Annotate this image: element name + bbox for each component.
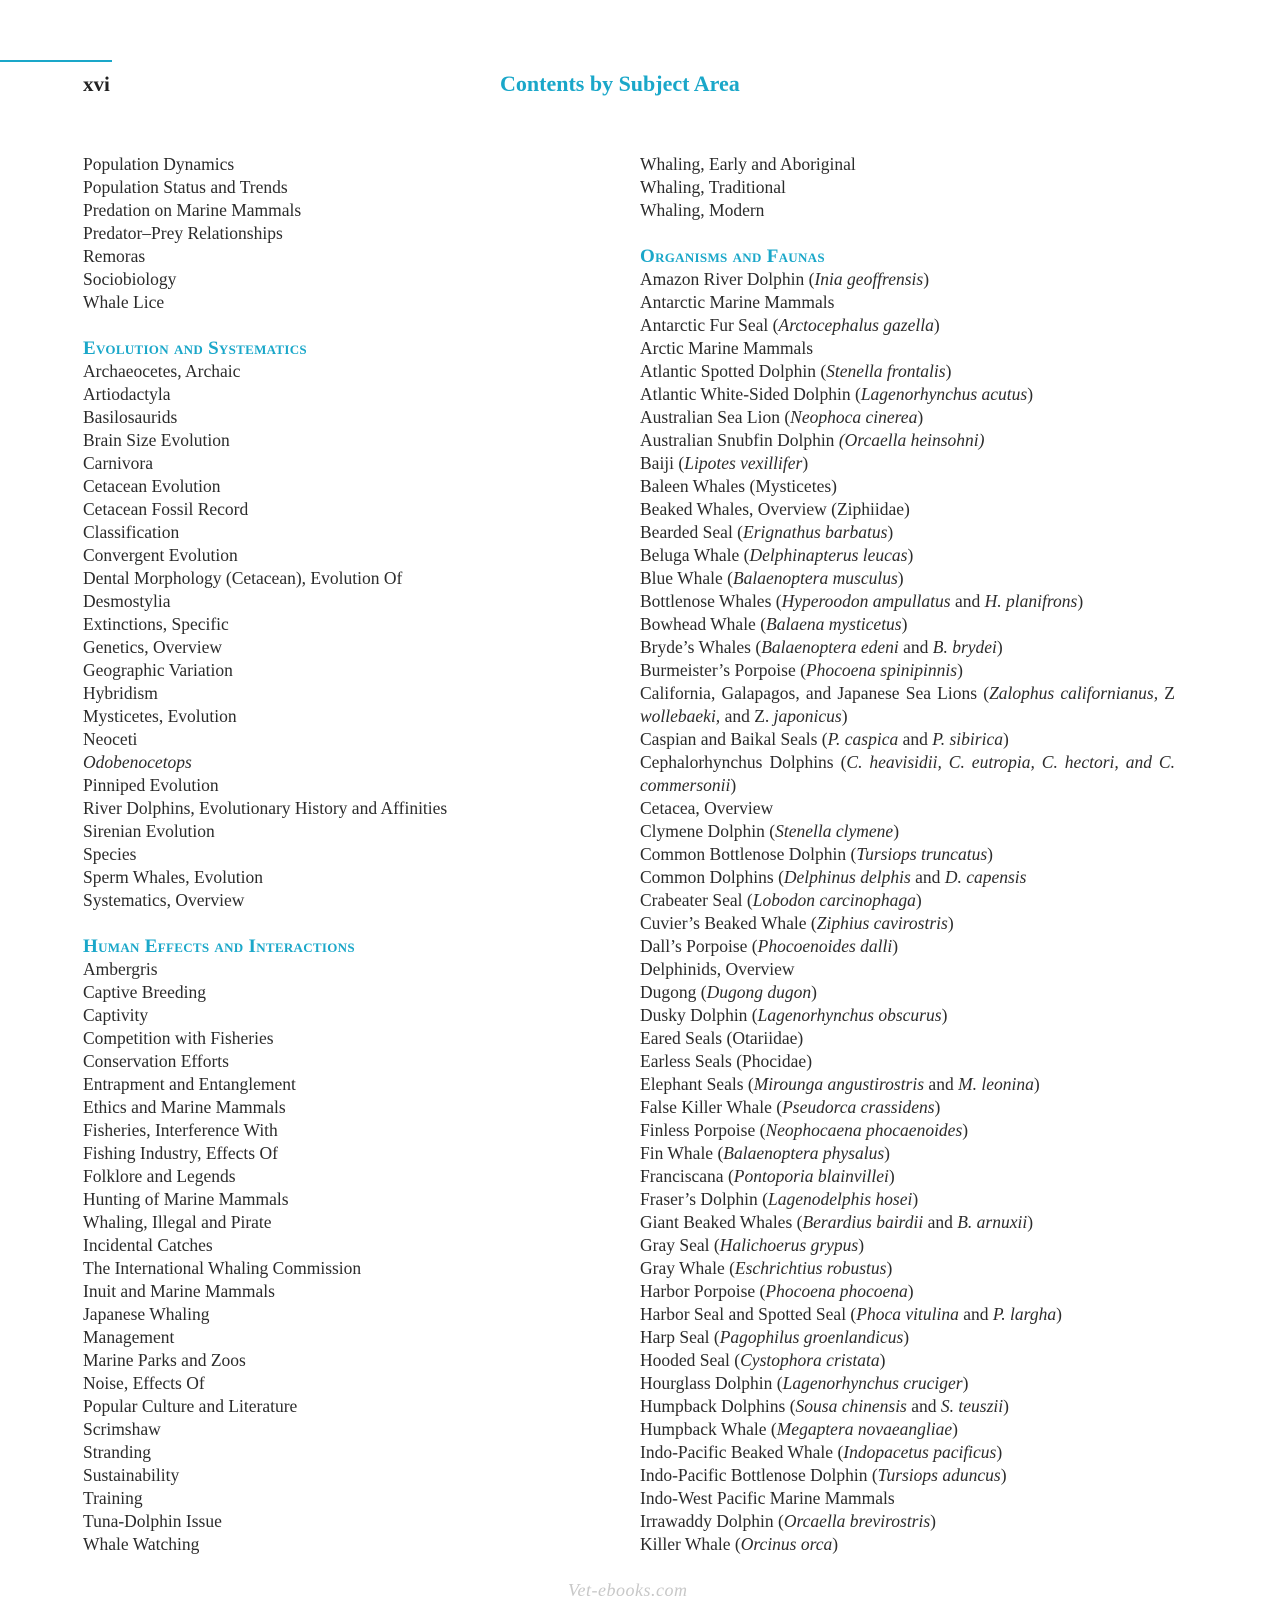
- species-name: M. leonina: [958, 1074, 1034, 1094]
- common-name: Eared Seals (Otariidae): [640, 1028, 804, 1048]
- common-name: Caspian and Baikal Seals (: [640, 729, 828, 749]
- section-heading-organisms: Organisms and Faunas: [640, 246, 825, 267]
- common-name: Fin Whale (: [640, 1143, 724, 1163]
- list-item: Scrimshaw: [83, 1419, 161, 1439]
- common-name: and: [898, 637, 933, 657]
- species-name: Orcinus orca: [740, 1534, 833, 1554]
- common-name: and: [924, 1074, 959, 1094]
- list-item: [640, 1096, 1175, 1119]
- list-item: Mysticetes, Evolution: [83, 706, 237, 726]
- common-name: Indo-Pacific Bottlenose Dolphin (: [640, 1465, 878, 1485]
- common-name: and: [958, 1304, 993, 1324]
- list-item: [640, 659, 1175, 682]
- list-item: [640, 291, 1175, 314]
- common-name: Harbor Porpoise (: [640, 1281, 766, 1301]
- common-name: ): [945, 361, 952, 381]
- list-item: Hunting of Marine Mammals: [83, 1189, 289, 1209]
- common-name: ): [858, 1235, 865, 1255]
- common-name: and: [910, 867, 945, 887]
- species-name: Megaptera novaeangliae: [776, 1419, 953, 1439]
- common-name: Killer Whale (: [640, 1534, 741, 1554]
- list-item: [640, 406, 1175, 429]
- species-name: Lagenorhynchus acutus: [860, 384, 1028, 404]
- list-item: [640, 797, 1175, 820]
- common-name: and: [906, 1396, 941, 1416]
- list-item: [640, 1280, 1175, 1303]
- list-item: Ethics and Marine Mammals: [83, 1097, 286, 1117]
- list-item: [640, 935, 1175, 958]
- common-name: ): [1056, 1304, 1062, 1324]
- species-name: Zalophus californianus,: [989, 683, 1159, 703]
- species-name: Arctocephalus gazella: [778, 315, 934, 335]
- common-name: ): [915, 890, 922, 910]
- common-name: Antarctic Fur Seal (: [640, 315, 779, 335]
- common-name: ): [952, 1419, 958, 1439]
- list-item: [640, 475, 1175, 498]
- common-name: ): [934, 1097, 941, 1117]
- list-item: [640, 1073, 1175, 1096]
- list-item: [640, 1487, 1175, 1510]
- common-name: and: [898, 729, 933, 749]
- species-name: Hyperoodon ampullatus: [781, 591, 951, 611]
- list-item: Geographic Variation: [83, 660, 233, 680]
- list-item: Whaling, Modern: [640, 200, 765, 220]
- list-item: Sperm Whales, Evolution: [83, 867, 263, 887]
- species-name: Tursiops truncatus: [856, 844, 988, 864]
- list-item: Extinctions, Specific: [83, 614, 229, 634]
- species-name: S. teuszii: [940, 1396, 1004, 1416]
- common-name: Earless Seals (Phocidae): [640, 1051, 813, 1071]
- list-item: Stranding: [83, 1442, 152, 1462]
- list-item: Population Dynamics: [83, 154, 235, 174]
- list-item: Systematics, Overview: [83, 890, 245, 910]
- list-item: Inuit and Marine Mammals: [83, 1281, 275, 1301]
- list-item: Captivity: [83, 1005, 149, 1025]
- list-item: Desmostylia: [83, 591, 171, 611]
- list-item: Sociobiology: [83, 269, 177, 289]
- common-name: ): [886, 1258, 893, 1278]
- common-name: Z: [1158, 683, 1175, 703]
- common-name: ): [1033, 1074, 1040, 1094]
- species-name: Orcaella brevirostris: [783, 1511, 931, 1531]
- species-name: Lagenorhynchus obscurus: [757, 1005, 942, 1025]
- common-name: Franciscana (: [640, 1166, 734, 1186]
- list-item: [640, 1004, 1175, 1027]
- section-heading-human: Human Effects and Interactions: [83, 936, 355, 957]
- species-name: Delphinapterus leucas: [749, 545, 908, 565]
- common-name: Delphinids, Overview: [640, 959, 795, 979]
- species-name: Neophocaena phocaenoides: [765, 1120, 963, 1140]
- organisms-list: [640, 268, 1175, 1556]
- list-item: [640, 590, 1175, 613]
- species-name: Balaenoptera musculus: [732, 568, 898, 588]
- list-item: The International Whaling Commission: [83, 1258, 362, 1278]
- common-name: Hourglass Dolphin (: [640, 1373, 783, 1393]
- list-item: Artiodactyla: [83, 384, 171, 404]
- common-name: and: [923, 1212, 958, 1232]
- species-name: Neophoca cinerea: [790, 407, 918, 427]
- list-item: Basilosaurids: [83, 407, 178, 427]
- list-item: Whaling, Traditional: [640, 177, 786, 197]
- list-item: Odobenocetops: [83, 752, 192, 772]
- list-item: [640, 544, 1175, 567]
- common-name: Atlantic Spotted Dolphin (: [640, 361, 827, 381]
- common-name: ): [832, 1534, 839, 1554]
- common-name: Indo-West Pacific Marine Mammals: [640, 1488, 895, 1508]
- common-name: ): [907, 545, 914, 565]
- common-name: Australian Snubfin Dolphin: [640, 430, 839, 450]
- common-name: Crabeater Seal (: [640, 890, 753, 910]
- list-item: [640, 314, 1175, 337]
- list-item: [640, 1395, 1175, 1418]
- list-item: [640, 498, 1175, 521]
- common-name: Bearded Seal (: [640, 522, 744, 542]
- common-name: ): [802, 453, 809, 473]
- common-name: California, Galapagos, and Japanese Sea Lions (: [640, 683, 990, 703]
- common-name: Dall’s Porpoise (: [640, 936, 758, 956]
- common-name: ): [947, 913, 954, 933]
- common-name: Antarctic Marine Mammals: [640, 292, 835, 312]
- human-effects-list: [83, 958, 553, 1556]
- species-name: Balaena mysticetus: [766, 614, 902, 634]
- common-name: False Killer Whale (: [640, 1097, 783, 1117]
- list-item: [640, 682, 1175, 728]
- list-item: [640, 1027, 1175, 1050]
- list-item: [640, 1464, 1175, 1487]
- list-item: [640, 1372, 1175, 1395]
- list-item: [640, 1349, 1175, 1372]
- list-item: [640, 1142, 1175, 1165]
- list-item: [640, 751, 1175, 797]
- list-item: Whale Watching: [83, 1534, 200, 1554]
- species-name: Erignathus barbatus: [743, 522, 888, 542]
- species-name: Eschrichtius robustus: [734, 1258, 887, 1278]
- species-name: Balaenoptera physalus: [723, 1143, 885, 1163]
- species-name: japonicus: [773, 706, 842, 726]
- species-name: Indopacetus pacificus: [843, 1442, 997, 1462]
- list-item: [640, 429, 1175, 452]
- list-item: [640, 1303, 1175, 1326]
- common-name: Australian Sea Lion (: [640, 407, 791, 427]
- common-name: Indo-Pacific Beaked Whale (: [640, 1442, 844, 1462]
- species-name: P. largha: [992, 1304, 1057, 1324]
- common-name: ): [893, 821, 900, 841]
- species-name: Lagenorhynchus cruciger: [782, 1373, 963, 1393]
- list-item: Conservation Efforts: [83, 1051, 229, 1071]
- common-name: ): [1000, 1465, 1007, 1485]
- list-item: Training: [83, 1488, 143, 1508]
- list-item: [640, 912, 1175, 935]
- left-continued-list: [83, 153, 553, 314]
- list-item: Competition with Fisheries: [83, 1028, 274, 1048]
- common-name: Giant Beaked Whales (: [640, 1212, 803, 1232]
- common-name: Bottlenose Whales (: [640, 591, 782, 611]
- species-name: Inia geoffrensis: [814, 269, 924, 289]
- list-item: Whaling, Early and Aboriginal: [640, 154, 856, 174]
- list-item: Cetacean Evolution: [83, 476, 221, 496]
- species-name: D. capensis: [944, 867, 1027, 887]
- list-item: Popular Culture and Literature: [83, 1396, 298, 1416]
- list-item: Whale Lice: [83, 292, 165, 312]
- list-item: Sirenian Evolution: [83, 821, 215, 841]
- list-item: Hybridism: [83, 683, 158, 703]
- common-name: Elephant Seals (: [640, 1074, 754, 1094]
- common-name: Atlantic White-Sided Dolphin (: [640, 384, 861, 404]
- common-name: Bryde’s Whales (: [640, 637, 762, 657]
- common-name: Amazon River Dolphin (: [640, 269, 815, 289]
- common-name: ): [1003, 1396, 1009, 1416]
- list-item: [640, 1188, 1175, 1211]
- species-name: Sousa chinensis: [795, 1396, 907, 1416]
- list-item: [640, 1326, 1175, 1349]
- list-item: [640, 820, 1175, 843]
- common-name: ): [730, 775, 737, 795]
- common-name: and Z.: [720, 706, 774, 726]
- section-heading-evolution: Evolution and Systematics: [83, 338, 307, 359]
- common-name: Finless Porpoise (: [640, 1120, 766, 1140]
- list-item: [640, 613, 1175, 636]
- common-name: ): [1027, 384, 1034, 404]
- species-name: H. planifrons: [984, 591, 1078, 611]
- species-name: P. sibirica: [932, 729, 1003, 749]
- common-name: ): [811, 982, 817, 1002]
- common-name: ): [884, 1143, 890, 1163]
- list-item: Brain Size Evolution: [83, 430, 230, 450]
- common-name: Blue Whale (: [640, 568, 733, 588]
- list-item: Management: [83, 1327, 175, 1347]
- species-name: Dugong dugon: [706, 982, 812, 1002]
- common-name: Beluga Whale (: [640, 545, 750, 565]
- list-item: Incidental Catches: [83, 1235, 213, 1255]
- list-item: Predation on Marine Mammals: [83, 200, 302, 220]
- page-number: xvi: [83, 72, 110, 96]
- species-name: Stenella clymene: [775, 821, 894, 841]
- running-title: Contents by Subject Area: [500, 71, 740, 96]
- list-item: Captive Breeding: [83, 982, 206, 1002]
- species-name: Delphinus delphis: [783, 867, 911, 887]
- common-name: ): [1002, 729, 1009, 749]
- list-item: [640, 1234, 1175, 1257]
- list-item: [640, 521, 1175, 544]
- common-name: ): [1077, 591, 1084, 611]
- species-name: wollebaeki,: [640, 706, 721, 726]
- species-name: Phocoena phocoena: [765, 1281, 908, 1301]
- common-name: ): [912, 1189, 919, 1209]
- species-name: (Orcaella heinsohni): [838, 430, 985, 450]
- list-item: [640, 728, 1175, 751]
- list-item: [640, 1119, 1175, 1142]
- list-item: Species: [83, 844, 137, 864]
- common-name: ): [996, 1442, 1003, 1462]
- list-item: [640, 383, 1175, 406]
- common-name: ): [1027, 1212, 1034, 1232]
- list-item: [640, 1418, 1175, 1441]
- common-name: Harbor Seal and Spotted Seal (: [640, 1304, 857, 1324]
- common-name: Common Dolphins (: [640, 867, 784, 887]
- list-item: [640, 360, 1175, 383]
- species-name: Lobodon carcinophaga: [752, 890, 916, 910]
- species-name: Phoca vitulina: [856, 1304, 959, 1324]
- header-rule: [0, 60, 112, 62]
- common-name: Cetacea, Overview: [640, 798, 774, 818]
- species-name: C. heavisidii, C. eutropia, C. hectori, and C. commersonii: [640, 752, 1175, 795]
- common-name: Humpback Dolphins (: [640, 1396, 796, 1416]
- common-name: Fraser’s Dolphin (: [640, 1189, 768, 1209]
- common-name: Cephalorhynchus Dolphins (: [640, 752, 847, 772]
- list-item: [640, 981, 1175, 1004]
- list-item: Neoceti: [83, 729, 138, 749]
- species-name: Berardius bairdii: [802, 1212, 924, 1232]
- common-name: Dusky Dolphin (: [640, 1005, 758, 1025]
- common-name: ): [962, 1373, 969, 1393]
- common-name: Baiji (: [640, 453, 685, 473]
- list-item: [640, 1533, 1175, 1556]
- list-item: [640, 1165, 1175, 1188]
- list-item: Pinniped Evolution: [83, 775, 219, 795]
- common-name: ): [903, 1327, 910, 1347]
- common-name: Dugong (: [640, 982, 707, 1002]
- species-name: Balaenoptera edeni: [761, 637, 899, 657]
- list-item: [640, 866, 1175, 889]
- list-item: River Dolphins, Evolutionary History and Affinities: [83, 798, 448, 818]
- species-name: Pagophilus groenlandicus: [719, 1327, 904, 1347]
- common-name: ): [923, 269, 930, 289]
- list-item: [640, 843, 1175, 866]
- species-name: Cystophora cristata: [740, 1350, 880, 1370]
- species-name: Halichoerus grypus: [719, 1235, 859, 1255]
- list-item: Tuna-Dolphin Issue: [83, 1511, 222, 1531]
- list-item: Noise, Effects Of: [83, 1373, 205, 1393]
- list-item: Convergent Evolution: [83, 545, 238, 565]
- list-item: Entrapment and Entanglement: [83, 1074, 296, 1094]
- list-item: [640, 958, 1175, 981]
- common-name: ): [987, 844, 993, 864]
- list-item: Cetacean Fossil Record: [83, 499, 249, 519]
- common-name: ): [888, 1166, 895, 1186]
- common-name: ): [892, 936, 899, 956]
- common-name: Irrawaddy Dolphin (: [640, 1511, 784, 1531]
- common-name: Hooded Seal (: [640, 1350, 741, 1370]
- list-item: [640, 1050, 1175, 1073]
- list-item: [640, 268, 1175, 291]
- list-item: [640, 1441, 1175, 1464]
- common-name: and: [950, 591, 985, 611]
- species-name: Mirounga angustirostris: [753, 1074, 925, 1094]
- species-name: Tursiops aduncus: [877, 1465, 1001, 1485]
- common-name: ): [962, 1120, 969, 1140]
- species-name: Phocoena spinipinnis: [805, 660, 958, 680]
- left-column: [83, 153, 553, 1556]
- watermark-logo: Vet-ebooks.com: [568, 1580, 688, 1600]
- common-name: ): [841, 706, 848, 726]
- common-name: ): [996, 637, 1003, 657]
- list-item: Dental Morphology (Cetacean), Evolution Of: [83, 568, 403, 588]
- species-name: Stenella frontalis: [826, 361, 946, 381]
- common-name: ): [957, 660, 963, 680]
- list-item: Classification: [83, 522, 180, 542]
- common-name: Gray Whale (: [640, 1258, 735, 1278]
- common-name: ): [933, 315, 940, 335]
- common-name: ): [941, 1005, 948, 1025]
- list-item: Predator–Prey Relationships: [83, 223, 283, 243]
- list-item: Ambergris: [83, 959, 158, 979]
- species-name: B. brydei: [932, 637, 997, 657]
- common-name: ): [917, 407, 924, 427]
- list-item: [640, 1211, 1175, 1234]
- species-name: Lipotes vexillifer: [684, 453, 803, 473]
- list-item: [640, 889, 1175, 912]
- species-name: Pontoporia blainvillei: [733, 1166, 889, 1186]
- list-item: Population Status and Trends: [83, 177, 288, 197]
- list-item: [640, 1510, 1175, 1533]
- common-name: Burmeister’s Porpoise (: [640, 660, 806, 680]
- list-item: Remoras: [83, 246, 146, 266]
- list-item: Fishing Industry, Effects Of: [83, 1143, 278, 1163]
- species-name: Phocoenoides dalli: [757, 936, 893, 956]
- list-item: Genetics, Overview: [83, 637, 222, 657]
- list-item: Japanese Whaling: [83, 1304, 210, 1324]
- list-item: [640, 1257, 1175, 1280]
- species-name: Pseudorca crassidens: [782, 1097, 935, 1117]
- common-name: ): [887, 522, 894, 542]
- right-continued-list: [640, 153, 1175, 222]
- species-name: Ziphius cavirostris: [816, 913, 948, 933]
- list-item: Whaling, Illegal and Pirate: [83, 1212, 272, 1232]
- list-item: Fisheries, Interference With: [83, 1120, 278, 1140]
- evolution-list: [83, 360, 553, 912]
- list-item: [640, 452, 1175, 475]
- common-name: Gray Seal (: [640, 1235, 720, 1255]
- common-name: ): [901, 614, 908, 634]
- common-name: ): [897, 568, 904, 588]
- list-item: Archaeocetes, Archaic: [83, 361, 241, 381]
- common-name: Cuvier’s Beaked Whale (: [640, 913, 817, 933]
- species-name: Lagenodelphis hosei: [768, 1189, 913, 1209]
- common-name: Clymene Dolphin (: [640, 821, 776, 841]
- common-name: Humpback Whale (: [640, 1419, 777, 1439]
- list-item: Carnivora: [83, 453, 153, 473]
- common-name: Beaked Whales, Overview (Ziphiidae): [640, 499, 910, 519]
- right-column: [640, 153, 1175, 1556]
- common-name: Arctic Marine Mammals: [640, 338, 814, 358]
- list-item: [640, 636, 1175, 659]
- common-name: Bowhead Whale (: [640, 614, 767, 634]
- common-name: Baleen Whales (Mysticetes): [640, 476, 837, 496]
- list-item: [640, 567, 1175, 590]
- common-name: ): [930, 1511, 936, 1531]
- list-item: Folklore and Legends: [83, 1166, 236, 1186]
- list-item: [640, 337, 1175, 360]
- species-name: P. caspica: [827, 729, 899, 749]
- common-name: ): [907, 1281, 914, 1301]
- common-name: Common Bottlenose Dolphin (: [640, 844, 857, 864]
- list-item: Marine Parks and Zoos: [83, 1350, 246, 1370]
- common-name: ): [879, 1350, 886, 1370]
- common-name: Harp Seal (: [640, 1327, 720, 1347]
- list-item: Sustainability: [83, 1465, 180, 1485]
- species-name: B. arnuxii: [957, 1212, 1028, 1232]
